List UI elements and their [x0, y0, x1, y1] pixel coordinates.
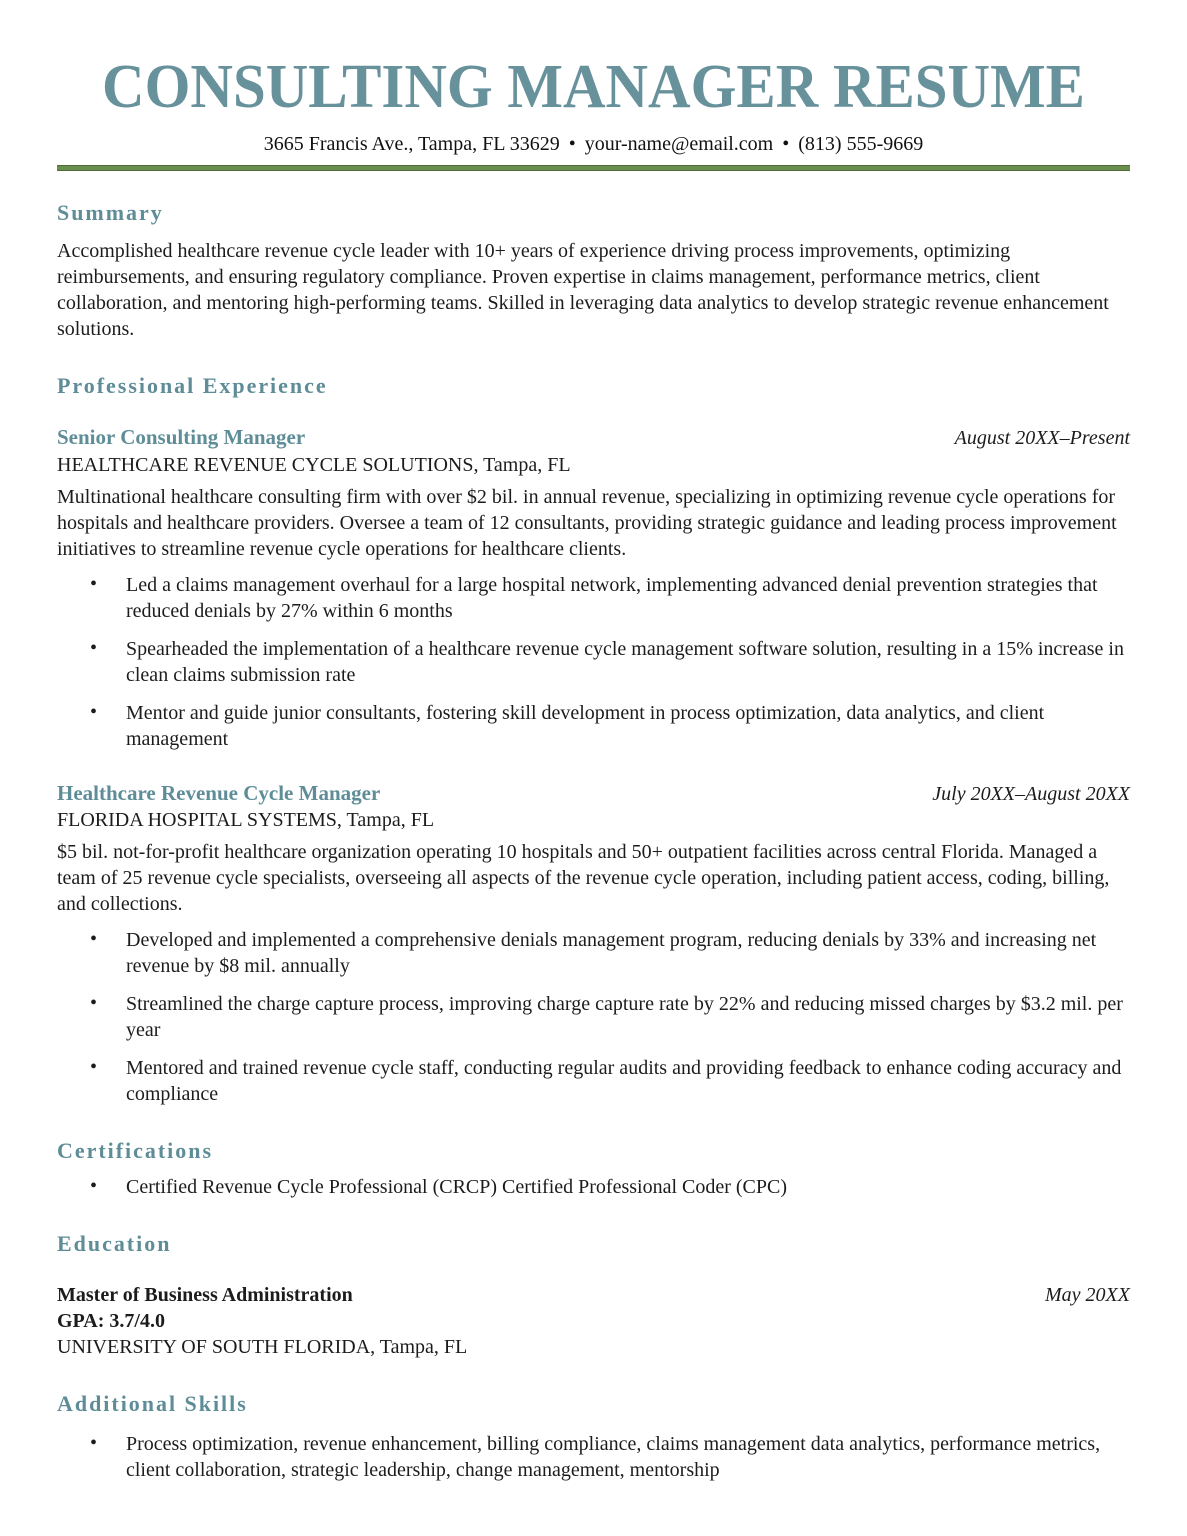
- job-bullet: • Streamlined the charge capture process, improving charge capture rate by 22% and reducing missed charges by $3.2 mil. per year: [90, 991, 1130, 1043]
- education-section: [57, 1230, 1130, 1361]
- job-title: Healthcare Revenue Cycle Manager: [57, 780, 381, 805]
- skills-section: [57, 1390, 1130, 1483]
- contact-phone: (813) 555-9669: [798, 133, 924, 156]
- job-header-row: [57, 780, 1130, 807]
- job-entry-healthcare-revenue-cycle-manager: [57, 780, 1130, 1107]
- header-divider-rule: [57, 165, 1130, 171]
- certifications-section: [57, 1137, 1130, 1200]
- summary-text: Accomplished healthcare revenue cycle leader with 10+ years of experience driving process improvements, optimizing reimbursements, and ensuring regulatory compliance. Proven expertise in claims management, performance metrics, client collaboration, and mentoring high-performing teams. Skilled in leveraging data analytics to develop strategic revenue enhancement solutions.: [57, 239, 1109, 340]
- education-school: UNIVERSITY OF SOUTH FLORIDA, Tampa, FL: [57, 1336, 468, 1359]
- job-bullet: • Mentored and trained revenue cycle staff, conducting regular audits and providing feedback to enhance coding accuracy and compliance: [90, 1055, 1130, 1107]
- education-degree: Master of Business Administration: [57, 1284, 353, 1307]
- experience-heading: Professional Experience: [57, 372, 328, 398]
- skills-heading: Additional Skills: [57, 1391, 248, 1417]
- education-entry: [57, 1282, 1130, 1360]
- contact-email: your-name@email.com: [584, 133, 774, 156]
- job-description: $5 bil. not-for-profit healthcare organization operating 10 hospitals and 50+ outpatient facilities across central Florida. Managed a team of 25 revenue cycle specialists, overseeing all aspects of the revenue cycle operation, including patient access, coding, billing, and collections.: [57, 841, 1110, 916]
- contact-separator-2: •: [782, 133, 790, 156]
- job-bullet-list: [90, 927, 1130, 1107]
- experience-section: [57, 372, 1130, 1107]
- job-entry-senior-consulting-manager: [57, 424, 1130, 751]
- certifications-list: [90, 1174, 1130, 1200]
- education-heading: Education: [57, 1230, 172, 1256]
- job-description: Multinational healthcare consulting firm with over $2 bil. in annual revenue, specializing in optimizing revenue cycle operations for hospitals and healthcare providers. Oversee a team of 12 consultants, providing strategic guidance and leading process improvement initiatives to streamline revenue cycle operations for healthcare clients.: [57, 485, 1117, 560]
- certifications-heading: Certifications: [57, 1138, 214, 1164]
- job-title: Senior Consulting Manager: [57, 425, 306, 450]
- resume-header: [57, 52, 1130, 171]
- job-company: HEALTHCARE REVENUE CYCLE SOLUTIONS, Tampa, FL: [57, 453, 571, 476]
- education-degree-row: [57, 1282, 1130, 1308]
- job-bullet: • Developed and implemented a comprehensive denials management program, reducing denials by 33% and increasing net revenue by $8 mil. annually: [90, 927, 1130, 979]
- contact-address: 3665 Francis Ave., Tampa, FL 33629: [263, 133, 560, 156]
- job-bullet-list: [90, 572, 1130, 752]
- job-bullet: • Led a claims management overhaul for a large hospital network, implementing advanced denial prevention strategies that reduced denials by 27% within 6 months: [90, 572, 1130, 624]
- job-header-row: [57, 424, 1130, 451]
- contact-line: [57, 131, 1130, 157]
- education-dates: May 20XX: [1045, 1284, 1130, 1307]
- job-company: FLORIDA HOSPITAL SYSTEMS, Tampa, FL: [57, 809, 435, 832]
- summary-heading: Summary: [57, 200, 164, 226]
- job-dates: July 20XX–August 20XX: [932, 782, 1130, 805]
- skills-list: [90, 1431, 1130, 1483]
- summary-section: [57, 199, 1130, 342]
- job-dates: August 20XX–Present: [954, 427, 1130, 450]
- contact-separator-1: •: [568, 133, 576, 156]
- certification-item: • Certified Revenue Cycle Professional (CRCP) Certified Professional Coder (CPC): [90, 1174, 1130, 1200]
- skills-item: • Process optimization, revenue enhancement, billing compliance, claims management data analytics, performance metrics, client collaboration, strategic leadership, change management, mentorship: [90, 1431, 1130, 1483]
- education-gpa: GPA: 3.7/4.0: [57, 1310, 165, 1333]
- job-bullet: • Mentor and guide junior consultants, fostering skill development in process optimization, data analytics, and client management: [90, 700, 1130, 752]
- job-bullet: • Spearheaded the implementation of a healthcare revenue cycle management software solution, resulting in a 15% increase in clean claims submission rate: [90, 636, 1130, 688]
- resume-title: CONSULTING MANAGER RESUME: [102, 53, 1085, 121]
